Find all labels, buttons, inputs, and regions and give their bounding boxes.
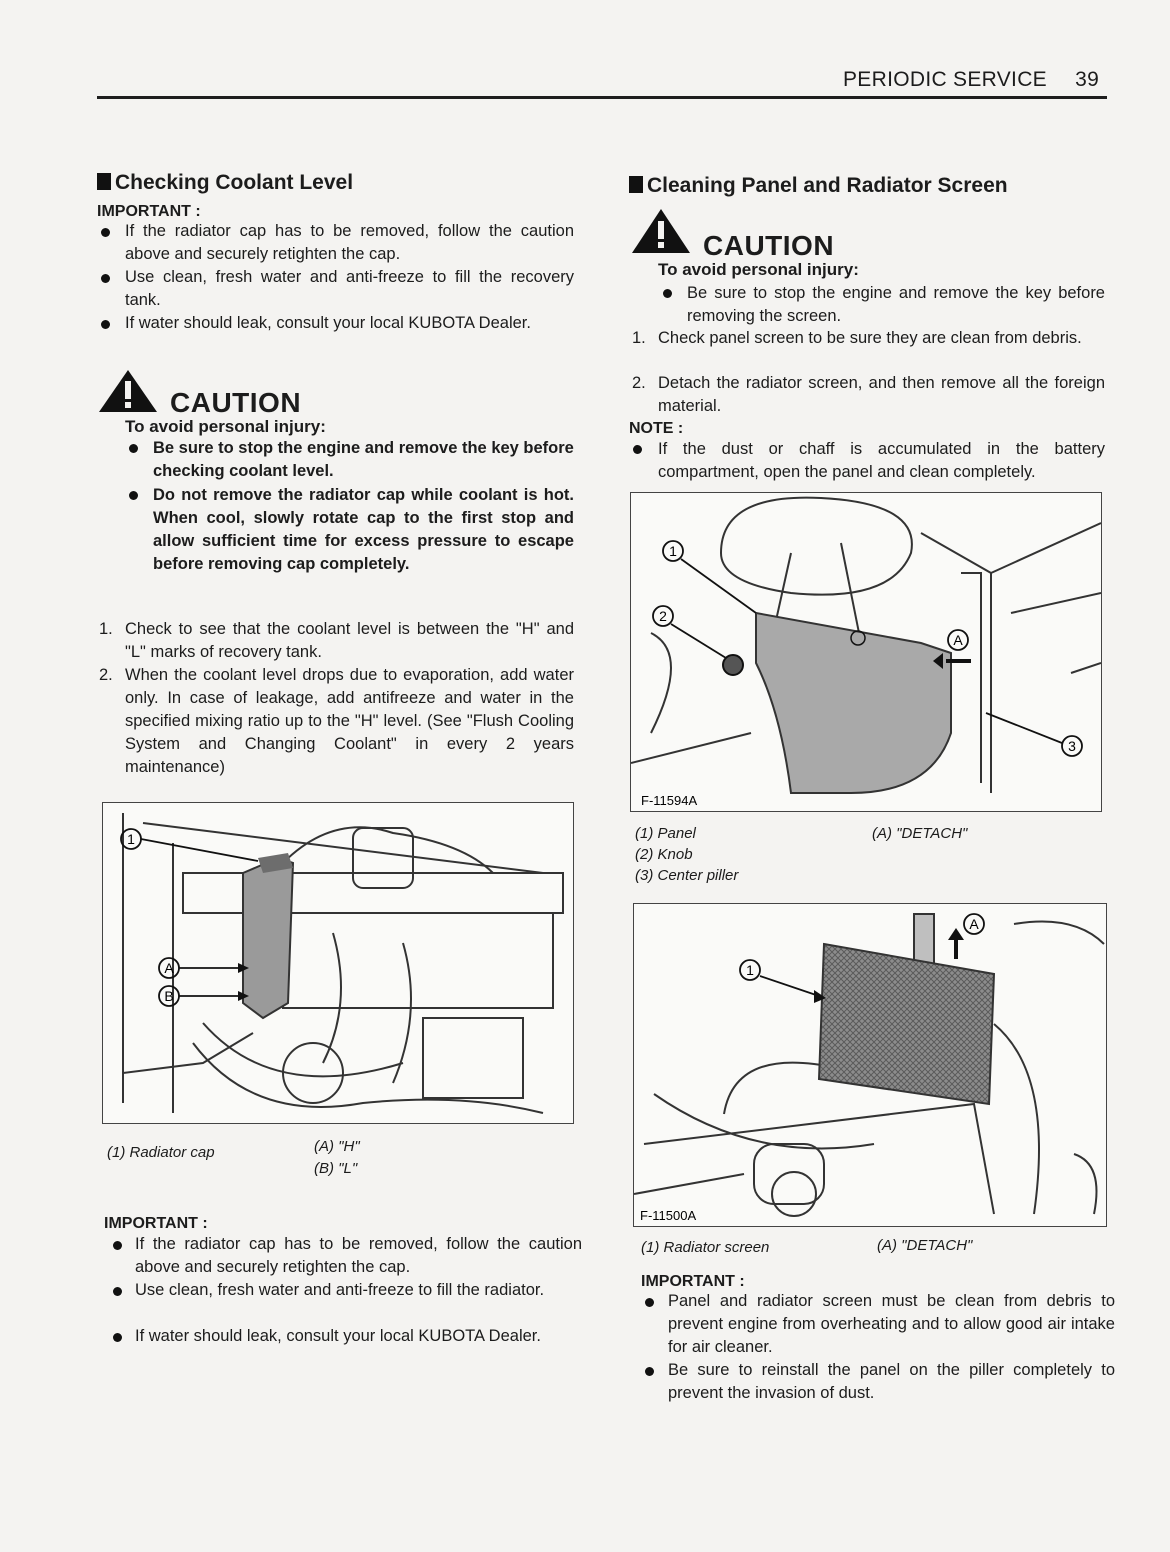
callout-A: A bbox=[953, 632, 963, 648]
warning-triangle-icon bbox=[630, 207, 692, 255]
step-number: 1. bbox=[632, 329, 646, 347]
section-heading-radiator-screen: Cleaning Panel and Radiator Screen bbox=[629, 174, 1008, 198]
important-item: If the radiator cap has to be removed, follow the caution above and securely retighten the cap. bbox=[125, 222, 574, 263]
caution-item: Do not remove the radiator cap while coolant is hot. When cool, slowly rotate cap to the first stop and allow sufficient time for excess pressure to escape before removing cap completely. bbox=[153, 486, 574, 573]
step-number: 2. bbox=[99, 666, 113, 684]
important-label: IMPORTANT : bbox=[641, 1273, 745, 1290]
figure-caption: (1) Radiator cap bbox=[107, 1144, 215, 1161]
bullet-icon bbox=[645, 1367, 654, 1376]
step-text: Detach the radiator screen, and then remove all the foreign material. bbox=[658, 374, 1105, 415]
figure-caption: (A) "H" bbox=[314, 1138, 360, 1155]
important-item: Use clean, fresh water and anti-freeze to fill the recovery tank. bbox=[125, 268, 574, 309]
callout-1: 1 bbox=[127, 831, 135, 847]
figure-caption: (1) Panel bbox=[635, 825, 696, 842]
figure-caption: (2) Knob bbox=[635, 846, 693, 863]
caution-item: Be sure to stop the engine and remove the key before removing the screen. bbox=[687, 284, 1105, 325]
callout-A: A bbox=[969, 916, 979, 932]
step-text: Check panel screen to be sure they are clean from debris. bbox=[658, 329, 1082, 347]
bullet-icon bbox=[101, 228, 110, 237]
bullet-icon bbox=[129, 444, 138, 453]
header-rule bbox=[97, 96, 1107, 99]
callout-A: A bbox=[164, 960, 174, 976]
panel-illustration bbox=[631, 493, 1101, 811]
note-label: NOTE : bbox=[629, 420, 684, 437]
step-text: When the coolant level drops due to evaporation, add water only. In case of leakage, add antifreeze and water in the specified mixing ratio up to the "H" level. (See "Flush Cooling System and Changing Coolant" in every 2 years maintenance) bbox=[125, 666, 574, 776]
important-item: If water should leak, consult your local KUBOTA Dealer. bbox=[125, 314, 531, 332]
caution-subheading: To avoid personal injury: bbox=[125, 417, 326, 436]
bullet-icon bbox=[113, 1241, 122, 1250]
figure-caption: (1) Radiator screen bbox=[641, 1239, 770, 1256]
important-item: If water should leak, consult your local KUBOTA Dealer. bbox=[135, 1327, 541, 1345]
important-item: Use clean, fresh water and anti-freeze to fill the radiator. bbox=[135, 1281, 545, 1299]
figure-id: F-11594A bbox=[641, 793, 698, 808]
callout-2: 2 bbox=[659, 608, 667, 624]
bullet-icon bbox=[113, 1333, 122, 1342]
callout-1: 1 bbox=[746, 962, 754, 978]
caution-heading: CAUTION bbox=[170, 387, 302, 418]
bullet-icon bbox=[113, 1287, 122, 1296]
step-number: 1. bbox=[99, 620, 113, 638]
page-number: 39 bbox=[1075, 68, 1100, 91]
important-label: IMPORTANT : bbox=[104, 1215, 208, 1232]
figure-caption: (A) "DETACH" bbox=[872, 825, 968, 842]
bullet-icon bbox=[129, 491, 138, 500]
important-item: If the radiator cap has to be removed, follow the caution above and securely retighten the cap. bbox=[135, 1235, 582, 1276]
bullet-icon bbox=[633, 445, 642, 454]
coolant-figure bbox=[102, 802, 574, 1124]
bullet-icon bbox=[101, 274, 110, 283]
section-title: PERIODIC SERVICE bbox=[843, 68, 1047, 91]
radiator-screen-figure bbox=[633, 903, 1107, 1227]
callout-B: B bbox=[164, 988, 174, 1004]
callout-1: 1 bbox=[669, 543, 677, 559]
radiator-screen-illustration bbox=[634, 904, 1106, 1226]
bullet-icon bbox=[101, 320, 110, 329]
step-text: Check to see that the coolant level is between the "H" and "L" marks of recovery tank. bbox=[125, 620, 574, 661]
bullet-icon bbox=[645, 1298, 654, 1307]
running-header bbox=[843, 68, 1099, 92]
heading-square-icon bbox=[629, 176, 643, 193]
step-number: 2. bbox=[632, 374, 646, 392]
figure-caption: (A) "DETACH" bbox=[877, 1237, 973, 1254]
warning-triangle-icon bbox=[97, 368, 159, 414]
section-heading-coolant: Checking Coolant Level bbox=[97, 171, 353, 195]
figure-id: F-11500A bbox=[640, 1208, 697, 1223]
figure-caption: (3) Center piller bbox=[635, 867, 739, 884]
caution-item: Be sure to stop the engine and remove the key before checking coolant level. bbox=[153, 439, 574, 480]
note-item: If the dust or chaff is accumulated in the battery compartment, open the panel and clean completely. bbox=[658, 440, 1105, 481]
heading-square-icon bbox=[97, 173, 111, 190]
figure-caption: (B) "L" bbox=[314, 1160, 358, 1177]
caution-heading: CAUTION bbox=[703, 230, 835, 261]
caution-subheading: To avoid personal injury: bbox=[658, 260, 859, 279]
engine-illustration bbox=[103, 803, 573, 1123]
panel-figure bbox=[630, 492, 1102, 812]
important-item: Panel and radiator screen must be clean from debris to prevent engine from overheating and to allow good air intake for air cleaner. bbox=[668, 1292, 1115, 1356]
bullet-icon bbox=[663, 289, 672, 298]
important-label: IMPORTANT : bbox=[97, 203, 201, 220]
callout-3: 3 bbox=[1068, 738, 1076, 754]
important-item: Be sure to reinstall the panel on the piller completely to prevent the invasion of dust. bbox=[668, 1361, 1115, 1402]
